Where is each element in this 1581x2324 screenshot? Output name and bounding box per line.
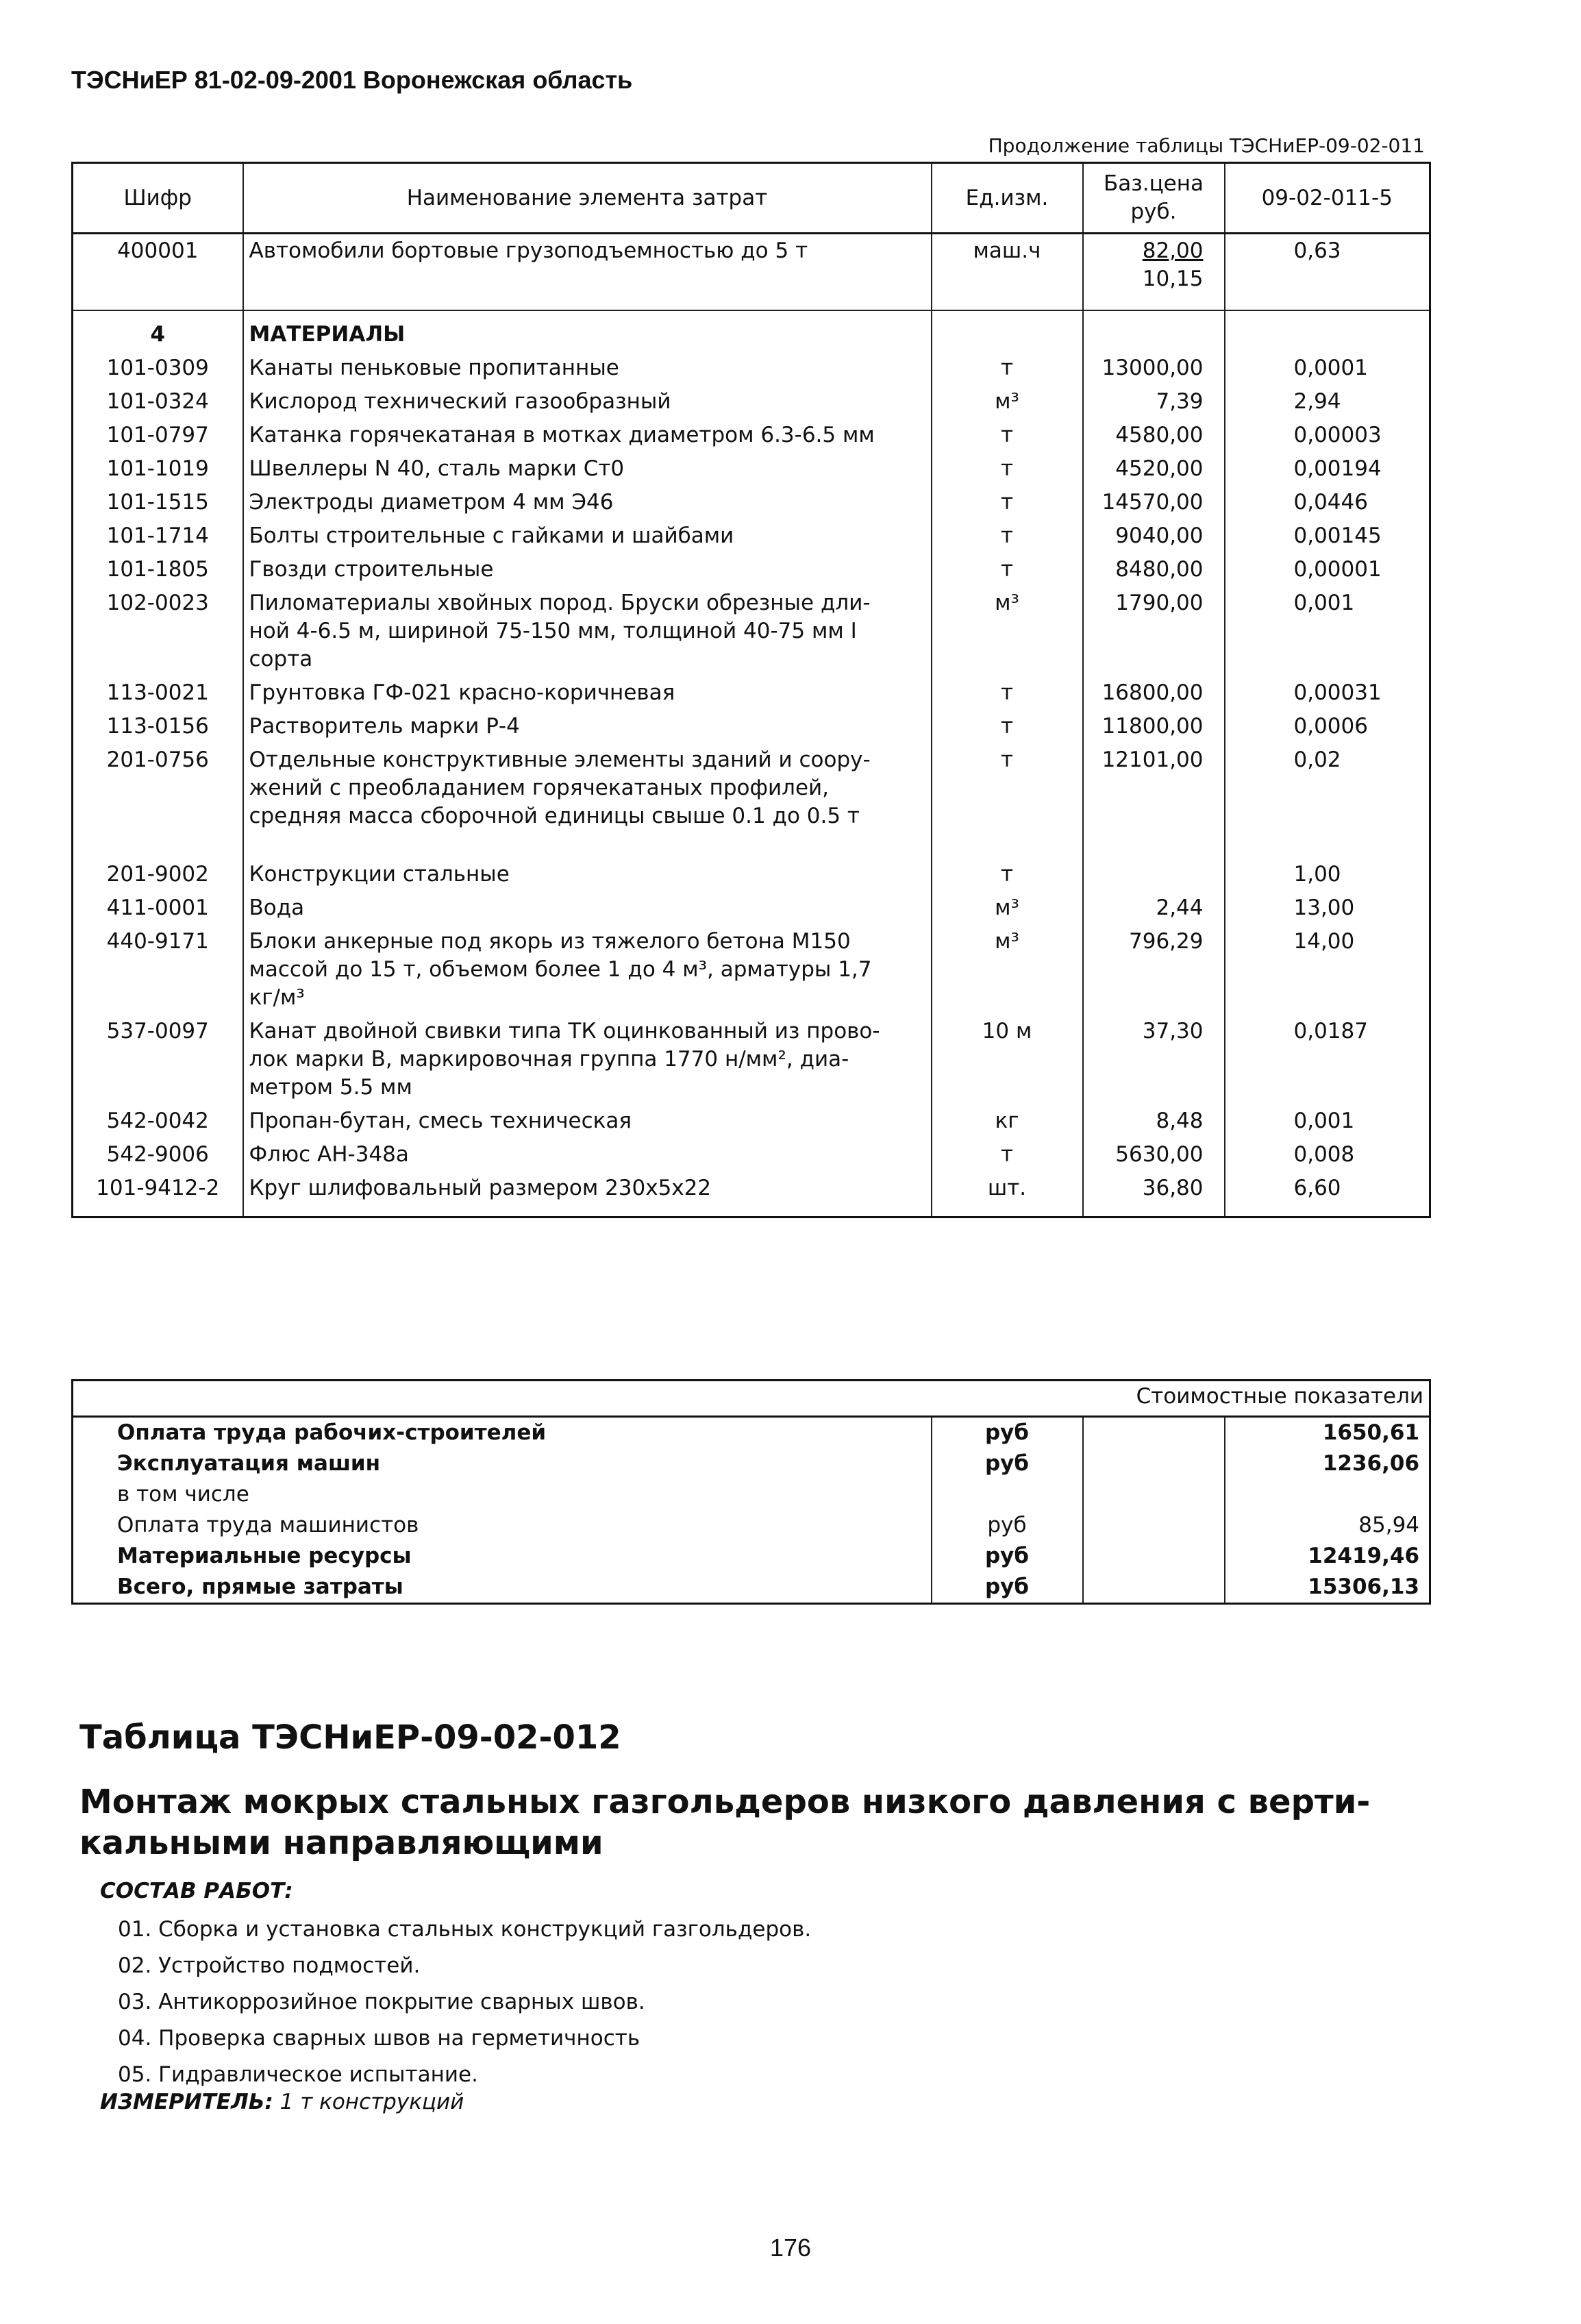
cell-unit: т [932,710,1083,743]
cost-unit: руб [932,1541,1083,1572]
cost-row [73,1417,1430,1449]
table-row [73,743,1430,858]
cell-norm: 0,0006 [1225,710,1430,743]
cell-code: 201-0756 [73,743,243,858]
cost-empty [1083,1510,1225,1541]
cell-norm: 0,00031 [1225,676,1430,710]
cell-price [1083,858,1225,891]
cost-name: Оплата труда машинистов [73,1510,932,1541]
cell-unit: т [932,452,1083,486]
cell-code: 537-0097 [73,1015,243,1104]
cell-name: Круг шлифовальный размером 230х5х22 [243,1172,932,1217]
table-row [73,1015,1430,1104]
meter-value: 1 т конструкций [279,2090,464,2114]
cell-name: Канат двойной свивки типа ТК оцинкованный из прово- лок марки В, маркировочная группа 1770 н/мм², диа- метром 5.5 мм [243,1015,932,1104]
cell-unit: т [932,553,1083,586]
cell-code: 101-1805 [73,553,243,586]
cell-unit: т [932,486,1083,519]
cell-code: 542-9006 [73,1138,243,1172]
cell-unit: маш.ч [932,234,1083,297]
cell-unit: шт. [932,1172,1083,1217]
cost-title: Стоимостные показатели [73,1381,1430,1417]
cell-price: 7,39 [1083,385,1225,419]
cell-name: Кислород технический газообразный [243,385,932,419]
table-row [73,351,1430,385]
table-row [73,891,1430,925]
header-unit: Ед.изм. [932,163,1083,234]
cost-value: 15306,13 [1225,1572,1430,1604]
table-row [73,486,1430,519]
cell-unit: м³ [932,891,1083,925]
table-row [73,519,1430,553]
cell-unit: м³ [932,925,1083,1015]
section-subtitle: Монтаж мокрых стальных газгольдеров низкого давления с верти- кальными направляющими [79,1783,1371,1862]
cell-name: Флюс АН-348а [243,1138,932,1172]
cell-norm: 0,00003 [1225,419,1430,452]
cost-indicators-table [71,1379,1431,1605]
cell-code: 101-0309 [73,351,243,385]
cell-name: Грунтовка ГФ-021 красно-коричневая [243,676,932,710]
cost-unit: руб [932,1448,1083,1479]
table-row [73,925,1430,1015]
works-label: СОСТАВ РАБОТ: [100,1879,293,1903]
cell-price: 16800,00 [1083,676,1225,710]
header-name: Наименование элемента затрат [243,163,932,234]
cell-name: Растворитель марки Р-4 [243,710,932,743]
cell-price: 9040,00 [1083,519,1225,553]
cell-norm: 13,00 [1225,891,1430,925]
header-price: Баз.цена руб. [1083,163,1225,234]
header-norm: 09-02-011-5 [1225,163,1430,234]
cell-price: 4580,00 [1083,419,1225,452]
cost-value: 12419,46 [1225,1541,1430,1572]
table-continuation-label: Продолжение таблицы ТЭСНиЕР-09-02-011 [988,134,1425,157]
cost-name: Всего, прямые затраты [73,1572,932,1604]
machine-price-labor: 10,15 [1142,267,1204,291]
cell-norm: 2,94 [1225,385,1430,419]
cell-price: 796,29 [1083,925,1225,1015]
work-item: 01. Сборка и установка стальных конструкций газгольдеров. [118,1917,812,1942]
resource-table [71,162,1431,1218]
cell-norm: 0,00145 [1225,519,1430,553]
cell-name: Отдельные конструктивные элементы зданий и соору- жений с преобладанием горячекатаных профилей, средняя масса сборочной единицы свыше 0.1 до 0.5 т [243,743,932,858]
cost-unit [932,1479,1083,1510]
cost-empty [1083,1541,1225,1572]
row-separator [73,296,1430,310]
cell-code: 101-0797 [73,419,243,452]
cell-unit: т [932,858,1083,891]
cell-price: 8480,00 [1083,553,1225,586]
cell-name: Автомобили бортовые грузоподъемностью до 5 т [243,234,932,297]
cell-name: Гвозди строительные [243,553,932,586]
cell-unit: т [932,676,1083,710]
cell-name: Канаты пеньковые пропитанные [243,351,932,385]
cell-code: 113-0021 [73,676,243,710]
header-code: Шифр [73,163,243,234]
cell-norm: 6,60 [1225,1172,1430,1217]
cell-name: Швеллеры N 40, сталь марки Ст0 [243,452,932,486]
cost-empty [1083,1448,1225,1479]
table-row [73,858,1430,891]
machine-price: 82,00 [1142,238,1204,263]
cell-price: 37,30 [1083,1015,1225,1104]
cell-unit: т [932,419,1083,452]
cell-unit: 10 м [932,1015,1083,1104]
cell-code: 440-9171 [73,925,243,1015]
cell-name: Конструкции стальные [243,858,932,891]
cell-price: 4520,00 [1083,452,1225,486]
cell-norm: 0,0001 [1225,351,1430,385]
table-header-row [73,163,1430,234]
cell-code: 542-0042 [73,1104,243,1138]
cell-norm: 0,00194 [1225,452,1430,486]
document-header: ТЭСНиЕР 81-02-09-2001 Воронежская область [71,66,633,94]
cell-price: 36,80 [1083,1172,1225,1217]
section-code: 4 [73,310,243,351]
cell-norm: 0,001 [1225,586,1430,676]
table-row [73,385,1430,419]
cost-value: 1650,61 [1225,1417,1430,1449]
table-row [73,676,1430,710]
table-row [73,452,1430,486]
cost-row [73,1541,1430,1572]
cell-norm: 0,0446 [1225,486,1430,519]
machine-row [73,234,1430,297]
section-title: Таблица ТЭСНиЕР-09-02-012 [79,1718,621,1757]
cell-code: 400001 [73,234,243,297]
cell-code: 101-1515 [73,486,243,519]
cell-price: 2,44 [1083,891,1225,925]
cell-unit: т [932,1138,1083,1172]
works-list [118,1912,811,2093]
cell-name: Катанка горячекатаная в мотках диаметром 6.3-6.5 мм [243,419,932,452]
cell-name: Пиломатериалы хвойных пород. Бруски обрезные дли- ной 4-6.5 м, шириной 75-150 мм, толщиной 40-75 мм I сорта [243,586,932,676]
cost-name: Материальные ресурсы [73,1541,932,1572]
table-row [73,553,1430,586]
cell-norm: 0,63 [1225,234,1430,297]
cell-price: 1790,00 [1083,586,1225,676]
cost-empty [1083,1572,1225,1604]
page-number: 176 [769,2234,812,2262]
cell-code: 411-0001 [73,891,243,925]
cell-price: 11800,00 [1083,710,1225,743]
table-row [73,1138,1430,1172]
cell-code: 101-9412-2 [73,1172,243,1217]
cell-unit: кг [932,1104,1083,1138]
meter-line [100,2090,464,2114]
cell-unit: т [932,743,1083,858]
cost-name: Оплата труда рабочих-строителей [73,1417,932,1449]
cell-name: Блоки анкерные под якорь из тяжелого бетона М150 массой до 15 т, объемом более 1 до 4 м³, арматуры 1,7 кг/м³ [243,925,932,1015]
cell-unit: т [932,351,1083,385]
cell-price [1083,234,1225,297]
cell-unit: м³ [932,586,1083,676]
cell-code: 102-0023 [73,586,243,676]
work-item: 04. Проверка сварных швов на герметичность [118,2026,640,2051]
cost-unit: руб [932,1417,1083,1449]
cost-value [1225,1479,1430,1510]
cell-price: 14570,00 [1083,486,1225,519]
table-row [73,586,1430,676]
cell-norm: 0,001 [1225,1104,1430,1138]
cell-code: 101-0324 [73,385,243,419]
cell-price: 13000,00 [1083,351,1225,385]
cell-unit: м³ [932,385,1083,419]
materials-section-row [73,310,1430,351]
cost-row [73,1479,1430,1510]
work-item: 02. Устройство подмостей. [118,1953,421,1978]
cost-row [73,1510,1430,1541]
table-row [73,419,1430,452]
work-item: 03. Антикоррозийное покрытие сварных швов. [118,1990,645,2014]
cost-row [73,1448,1430,1479]
cell-norm: 0,008 [1225,1138,1430,1172]
cost-name: в том числе [73,1479,932,1510]
meter-label: ИЗМЕРИТЕЛЬ: [100,2090,273,2114]
section-name: МАТЕРИАЛЫ [243,310,932,351]
cell-name: Электроды диаметром 4 мм Э46 [243,486,932,519]
cost-value: 85,94 [1225,1510,1430,1541]
cost-value: 1236,06 [1225,1448,1430,1479]
cost-name: Эксплуатация машин [73,1448,932,1479]
cost-unit: руб [932,1510,1083,1541]
cell-norm: 14,00 [1225,925,1430,1015]
cell-name: Пропан-бутан, смесь техническая [243,1104,932,1138]
cell-code: 101-1019 [73,452,243,486]
cost-empty [1083,1479,1225,1510]
cell-unit: т [932,519,1083,553]
cell-code: 101-1714 [73,519,243,553]
cell-norm: 0,00001 [1225,553,1430,586]
cell-code: 201-9002 [73,858,243,891]
cell-name: Вода [243,891,932,925]
table-row [73,1104,1430,1138]
cost-row [73,1572,1430,1604]
cell-price: 5630,00 [1083,1138,1225,1172]
cell-norm: 1,00 [1225,858,1430,891]
cost-unit: руб [932,1572,1083,1604]
work-item: 05. Гидравлическое испытание. [118,2062,478,2087]
table-row [73,1172,1430,1217]
cell-norm: 0,02 [1225,743,1430,858]
cost-title-row [73,1381,1430,1417]
cell-price: 8,48 [1083,1104,1225,1138]
cell-name: Болты строительные с гайками и шайбами [243,519,932,553]
cost-empty [1083,1417,1225,1449]
cell-price: 12101,00 [1083,743,1225,858]
cell-code: 113-0156 [73,710,243,743]
cell-norm: 0,0187 [1225,1015,1430,1104]
table-row [73,710,1430,743]
